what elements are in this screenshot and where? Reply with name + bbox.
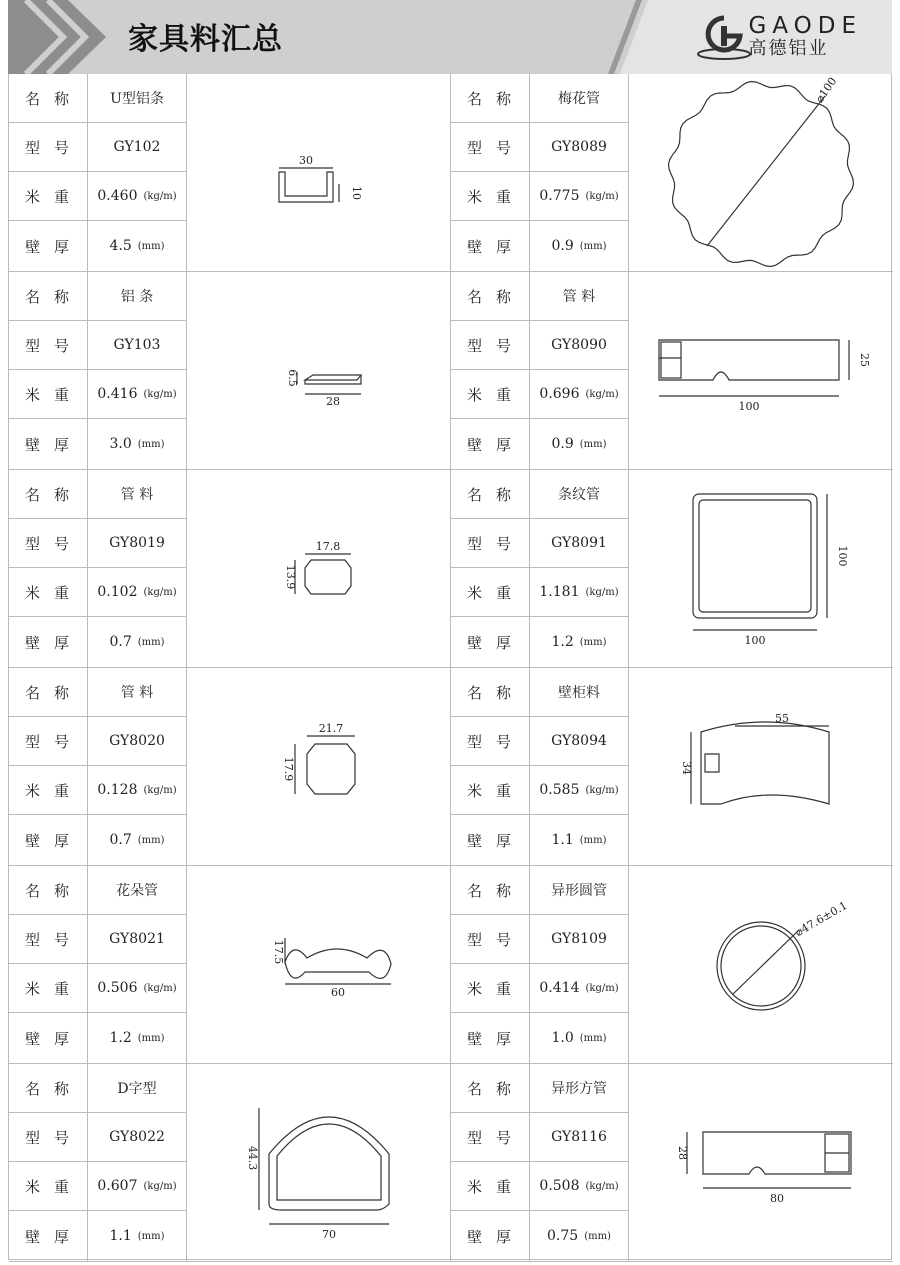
field-value-thickness [530,1013,629,1063]
profile-drawing [187,866,451,1063]
value-text: 0.9 [551,436,574,452]
field-label-weight: 米重 [451,370,530,419]
profile-cross-section [629,74,893,271]
field-label-weight: 米重 [451,568,530,617]
field-value-weight [530,370,629,419]
field-label-model: 型号 [451,1113,530,1162]
dimension-label: 17.8 [315,540,341,553]
profile-card [9,866,451,1063]
profile-drawing [187,1064,451,1261]
field-label-weight: 米重 [9,370,88,419]
dimension-label: 13.9 [284,564,297,590]
thickness-unit: (mm) [137,438,165,450]
value-text: GY8091 [551,535,607,551]
profile-drawing [629,668,893,865]
field-value-thickness [88,419,187,469]
value-text: 0.75 [547,1228,579,1244]
field-value-name [88,470,187,519]
field-value-thickness [530,221,629,271]
profile-row [9,74,893,272]
dimension-label: 28 [326,395,340,408]
field-label-weight: 米重 [451,1162,530,1211]
field-value-thickness [530,815,629,865]
gaode-logo-icon [696,14,752,62]
value-text: U型铝条 [110,91,164,107]
weight-unit: (kg/m) [585,388,619,400]
profile-cross-section [187,74,451,271]
value-text: 0.7 [109,832,132,848]
thickness-unit: (mm) [579,636,607,648]
profile-row [9,470,893,668]
profile-card [451,74,893,271]
profile-drawing [187,470,451,667]
field-value-thickness [88,1211,187,1261]
profile-row [9,866,893,1064]
weight-unit: (kg/m) [585,190,619,202]
field-value-weight [88,766,187,815]
profile-card [451,1064,893,1261]
value-text: GY8109 [551,931,607,947]
field-label-model: 型号 [451,321,530,370]
value-text: GY8090 [551,337,607,353]
dimension-label: 55 [775,712,789,725]
field-value-name [88,1064,187,1113]
thickness-unit: (mm) [137,834,165,846]
profile-drawing [629,272,893,469]
weight-unit: (kg/m) [143,1180,177,1192]
value-text: GY8019 [109,535,165,551]
field-value-name [530,1064,629,1113]
profile-card [9,668,451,865]
field-value-model [530,321,629,370]
field-value-thickness [88,1013,187,1063]
value-text: 异形方管 [551,1081,607,1097]
profile-cross-section [629,866,893,1063]
field-value-model [530,1113,629,1162]
field-value-weight [88,568,187,617]
value-text: 4.5 [109,238,132,254]
profile-row [9,272,893,470]
value-text: 0.460 [97,188,138,204]
field-value-weight [530,568,629,617]
value-text: GY8020 [109,733,165,749]
profile-drawing [629,74,893,271]
field-label-weight: 米重 [9,964,88,1013]
weight-unit: (kg/m) [143,388,177,400]
field-label-name: 名称 [9,866,88,915]
profile-cross-section [187,866,451,1063]
dimension-label: 17.5 [272,939,285,965]
field-value-weight [88,172,187,221]
dimension-label: 100 [836,545,849,567]
field-value-model [530,717,629,766]
profile-row [9,668,893,866]
profile-cross-section [629,470,893,667]
value-text: 花朵管 [116,883,158,899]
profile-drawing [629,866,893,1063]
thickness-unit: (mm) [579,240,607,252]
page-header [8,0,892,74]
profile-table [8,74,892,1260]
field-label-model: 型号 [9,123,88,172]
field-value-model [530,519,629,568]
value-text: GY8116 [551,1129,607,1145]
value-text: 0.585 [539,782,580,798]
field-label-thickness: 壁厚 [9,815,88,865]
field-label-name: 名称 [451,668,530,717]
dimension-label: 80 [770,1192,784,1205]
value-text: 1.2 [109,1030,132,1046]
field-value-model [88,321,187,370]
field-label-weight: 米重 [451,964,530,1013]
dimension-label: 34 [680,761,693,775]
value-text: GY8094 [551,733,607,749]
field-value-thickness [530,419,629,469]
value-text: 条纹管 [558,487,600,503]
field-label-thickness: 壁厚 [9,617,88,667]
value-text: 0.128 [97,782,138,798]
value-text: 梅花管 [558,91,600,107]
field-label-weight: 米重 [9,766,88,815]
value-text: 1.0 [551,1030,574,1046]
thickness-unit: (mm) [137,240,165,252]
field-label-thickness: 壁厚 [451,221,530,271]
dimension-label: 70 [322,1228,336,1241]
dimension-label: 21.7 [318,722,344,735]
field-label-name: 名称 [451,866,530,915]
field-value-thickness [530,1211,629,1261]
value-text: 0.102 [97,584,138,600]
weight-unit: (kg/m) [143,190,177,202]
field-value-name [88,74,187,123]
field-label-thickness: 壁厚 [451,1013,530,1063]
field-label-name: 名称 [451,1064,530,1113]
profile-drawing [187,272,451,469]
profile-drawing [629,1064,893,1261]
field-label-name: 名称 [9,272,88,321]
dimension-label: ⌀47.6±0.1 [792,898,850,940]
value-text: GY8022 [109,1129,165,1145]
field-label-thickness: 壁厚 [451,419,530,469]
value-text: 0.9 [551,238,574,254]
value-text: 管 料 [562,289,596,305]
field-label-thickness: 壁厚 [451,815,530,865]
weight-unit: (kg/m) [585,586,619,598]
value-text: 管 料 [120,685,154,701]
dimension-label: 44.3 [246,1145,259,1171]
dimension-label: 100 [744,634,766,647]
field-label-model: 型号 [9,915,88,964]
field-label-thickness: 壁厚 [9,221,88,271]
field-value-name [530,272,629,321]
dimension-label: 6.5 [286,369,299,387]
field-value-weight [530,964,629,1013]
value-text: 3.0 [109,436,132,452]
field-value-model [88,1113,187,1162]
thickness-unit: (mm) [584,1230,611,1242]
value-text: 0.775 [539,188,580,204]
field-value-model [88,915,187,964]
weight-unit: (kg/m) [585,1180,619,1192]
profile-cross-section [187,470,451,667]
value-text: GY8021 [109,931,165,947]
field-label-weight: 米重 [451,766,530,815]
field-value-weight [530,1162,629,1211]
field-label-model: 型号 [451,717,530,766]
field-label-model: 型号 [9,321,88,370]
value-text: 铝 条 [120,289,154,305]
field-label-name: 名称 [9,668,88,717]
profile-cross-section [629,272,893,469]
field-label-thickness: 壁厚 [9,1013,88,1063]
field-label-thickness: 壁厚 [451,1211,530,1261]
field-label-model: 型号 [9,717,88,766]
dimension-label: 25 [858,353,871,367]
field-value-thickness [88,815,187,865]
weight-unit: (kg/m) [143,586,177,598]
field-value-weight [530,766,629,815]
profile-card [451,866,893,1063]
profile-card [9,74,451,271]
brand-chinese: 高德铝业 [748,38,829,59]
field-value-thickness [530,617,629,667]
field-value-name [530,74,629,123]
field-value-thickness [88,617,187,667]
field-label-weight: 米重 [9,172,88,221]
field-label-model: 型号 [451,915,530,964]
field-label-name: 名称 [451,272,530,321]
field-value-model [530,915,629,964]
brand-english: GAODE [748,13,862,39]
field-value-model [88,717,187,766]
profile-cross-section [187,668,451,865]
dimension-label: 17.9 [282,756,295,782]
value-text: 管 料 [120,487,154,503]
dimension-label: 10 [350,186,363,200]
field-value-weight [88,370,187,419]
weight-unit: (kg/m) [143,784,177,796]
weight-unit: (kg/m) [143,982,177,994]
field-value-name [530,470,629,519]
field-value-weight [530,172,629,221]
field-value-name [530,668,629,717]
thickness-unit: (mm) [137,1230,165,1242]
field-value-model [88,519,187,568]
value-text: 1.181 [539,584,580,600]
profile-card [451,470,893,667]
dimension-label: ⌀100 [812,74,840,106]
field-label-name: 名称 [9,74,88,123]
profile-cross-section [187,1064,451,1261]
weight-unit: (kg/m) [585,784,619,796]
field-label-model: 型号 [451,123,530,172]
field-value-name [88,866,187,915]
field-label-weight: 米重 [451,172,530,221]
value-text: 0.607 [97,1178,138,1194]
plum-tube-profile [669,82,854,267]
thickness-unit: (mm) [579,1032,607,1044]
field-label-weight: 米重 [9,1162,88,1211]
field-label-model: 型号 [9,1113,88,1162]
value-text: GY8089 [551,139,607,155]
field-label-model: 型号 [451,519,530,568]
profile-cross-section [629,668,893,865]
value-text: 0.7 [109,634,132,650]
value-text: 0.506 [97,980,138,996]
dimension-label: 100 [738,400,760,413]
field-label-thickness: 壁厚 [9,1211,88,1261]
profile-cross-section [187,272,451,469]
value-text: 0.696 [539,386,580,402]
value-text: 异形圆管 [551,883,607,899]
dimension-label: 30 [299,154,313,167]
dimension-label: 28 [676,1146,689,1160]
profile-card [9,272,451,469]
value-text: GY103 [113,337,161,353]
field-value-model [530,123,629,172]
thickness-unit: (mm) [137,636,165,648]
field-value-name [88,272,187,321]
value-text: 0.414 [539,980,580,996]
field-label-thickness: 壁厚 [9,419,88,469]
field-label-name: 名称 [9,1064,88,1113]
field-label-thickness: 壁厚 [451,617,530,667]
dimension-label: 60 [331,986,345,999]
thickness-unit: (mm) [579,438,607,450]
value-text: 壁柜料 [558,685,600,701]
field-value-model [88,123,187,172]
page-title: 家具料汇总 [128,22,283,57]
profile-drawing [187,74,451,271]
field-value-thickness [88,221,187,271]
profile-card [9,1064,451,1261]
field-label-weight: 米重 [9,568,88,617]
field-value-weight [88,964,187,1013]
profile-drawing [629,470,893,667]
field-value-name [530,866,629,915]
field-label-model: 型号 [9,519,88,568]
value-text: 1.2 [551,634,574,650]
value-text: 1.1 [109,1228,132,1244]
profile-cross-section [629,1064,893,1261]
field-label-name: 名称 [451,470,530,519]
value-text: 1.1 [551,832,574,848]
profile-card [9,470,451,667]
field-value-name [88,668,187,717]
thickness-unit: (mm) [579,834,607,846]
value-text: GY102 [113,139,161,155]
field-label-name: 名称 [451,74,530,123]
profile-row [9,1064,893,1262]
profile-card [451,668,893,865]
brand-block [749,14,863,60]
thickness-unit: (mm) [137,1032,165,1044]
profile-drawing [187,668,451,865]
field-value-weight [88,1162,187,1211]
value-text: D字型 [117,1081,157,1097]
weight-unit: (kg/m) [585,982,619,994]
field-label-name: 名称 [9,470,88,519]
value-text: 0.508 [539,1178,580,1194]
value-text: 0.416 [97,386,138,402]
profile-card [451,272,893,469]
